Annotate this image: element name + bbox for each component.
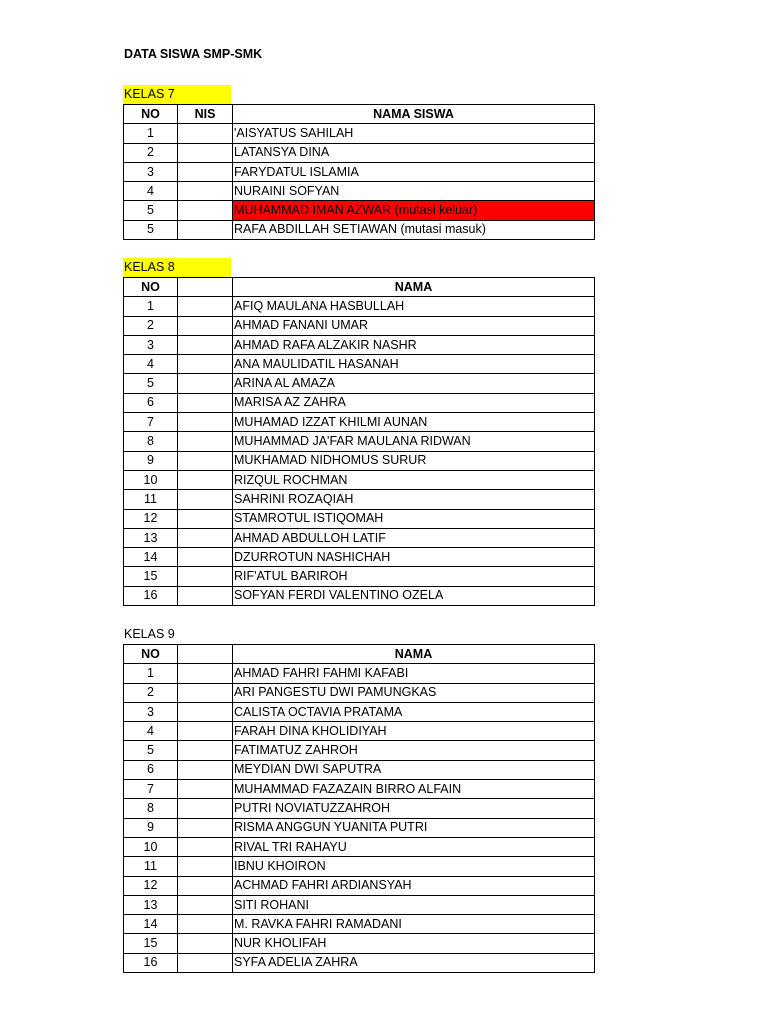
class-label-9: KELAS 9	[124, 627, 175, 641]
table-row	[124, 876, 595, 895]
table-row	[124, 818, 595, 837]
nis-cell	[178, 470, 233, 489]
table-row	[124, 548, 595, 567]
student-name-cell: RISMA ANGGUN YUANITA PUTRI	[233, 818, 595, 837]
student-name-cell: MUHAMMAD JA'FAR MAULANA RIDWAN	[233, 432, 595, 451]
column-header-nis: NIS	[178, 105, 233, 124]
row-number-cell: 2	[124, 683, 178, 702]
column-header-no: NO	[124, 645, 178, 664]
table-row	[124, 586, 595, 605]
student-name-cell: MEYDIAN DWI SAPUTRA	[233, 760, 595, 779]
table-row	[124, 432, 595, 451]
table-row	[124, 857, 595, 876]
student-name-cell: MUHAMMAD IMAN AZWAR (mutasi keluar)	[233, 201, 595, 220]
column-header-no: NO	[124, 278, 178, 297]
nis-cell	[178, 182, 233, 201]
nis-cell	[178, 895, 233, 914]
table-row	[124, 490, 595, 509]
nis-cell	[178, 548, 233, 567]
student-name-cell: IBNU KHOIRON	[233, 857, 595, 876]
row-number-cell: 10	[124, 837, 178, 856]
table-row	[124, 895, 595, 914]
student-name-cell: SYFA ADELIA ZAHRA	[233, 953, 595, 972]
column-header-name: NAMA	[233, 645, 595, 664]
nis-cell	[178, 934, 233, 953]
table-kelas-9	[123, 644, 595, 973]
row-number-cell: 4	[124, 722, 178, 741]
row-number-cell: 16	[124, 953, 178, 972]
student-name-cell: M. RAVKA FAHRI RAMADANI	[233, 915, 595, 934]
nis-cell	[178, 876, 233, 895]
table-row	[124, 220, 595, 239]
row-number-cell: 4	[124, 355, 178, 374]
nis-cell	[178, 297, 233, 316]
row-number-cell: 8	[124, 432, 178, 451]
row-number-cell: 11	[124, 490, 178, 509]
table-row	[124, 162, 595, 181]
nis-cell	[178, 818, 233, 837]
table-row	[124, 355, 595, 374]
table-row	[124, 316, 595, 335]
nis-cell	[178, 162, 233, 181]
table-row	[124, 567, 595, 586]
nis-cell	[178, 201, 233, 220]
student-name-cell: 'AISYATUS SAHILAH	[233, 124, 595, 143]
row-number-cell: 14	[124, 915, 178, 934]
table-row	[124, 702, 595, 721]
table-row	[124, 201, 595, 220]
nis-cell	[178, 567, 233, 586]
row-number-cell: 5	[124, 220, 178, 239]
table-header-row	[124, 278, 595, 297]
table-row	[124, 124, 595, 143]
table-row	[124, 741, 595, 760]
student-name-cell: NURAINI SOFYAN	[233, 182, 595, 201]
table-row	[124, 664, 595, 683]
table-row	[124, 393, 595, 412]
row-number-cell: 5	[124, 201, 178, 220]
nis-cell	[178, 799, 233, 818]
nis-cell	[178, 143, 233, 162]
student-name-cell: STAMROTUL ISTIQOMAH	[233, 509, 595, 528]
table-row	[124, 953, 595, 972]
row-number-cell: 3	[124, 335, 178, 354]
student-name-cell: FARAH DINA KHOLIDIYAH	[233, 722, 595, 741]
page-title: DATA SISWA SMP-SMK	[124, 47, 263, 61]
table-row	[124, 780, 595, 799]
table-row	[124, 335, 595, 354]
student-name-cell: RIF'ATUL BARIROH	[233, 567, 595, 586]
row-number-cell: 14	[124, 548, 178, 567]
table-row	[124, 722, 595, 741]
nis-cell	[178, 837, 233, 856]
table-row	[124, 143, 595, 162]
student-name-cell: FARYDATUL ISLAMIA	[233, 162, 595, 181]
table-header-row	[124, 645, 595, 664]
nis-cell	[178, 857, 233, 876]
table-kelas-8	[123, 277, 595, 606]
table-row	[124, 760, 595, 779]
row-number-cell: 13	[124, 895, 178, 914]
row-number-cell: 1	[124, 124, 178, 143]
row-number-cell: 15	[124, 934, 178, 953]
student-name-cell: PUTRI NOVIATUZZAHROH	[233, 799, 595, 818]
row-number-cell: 10	[124, 470, 178, 489]
table-row	[124, 297, 595, 316]
row-number-cell: 7	[124, 780, 178, 799]
class-label-7: KELAS 7	[123, 85, 231, 104]
row-number-cell: 3	[124, 702, 178, 721]
row-number-cell: 6	[124, 760, 178, 779]
table-row	[124, 915, 595, 934]
table-row	[124, 934, 595, 953]
nis-cell	[178, 413, 233, 432]
class-label-8: KELAS 8	[123, 258, 231, 277]
nis-cell	[178, 683, 233, 702]
row-number-cell: 15	[124, 567, 178, 586]
student-name-cell: AHMAD RAFA ALZAKIR NASHR	[233, 335, 595, 354]
column-header-nis	[178, 645, 233, 664]
nis-cell	[178, 760, 233, 779]
row-number-cell: 12	[124, 509, 178, 528]
column-header-name: NAMA SISWA	[233, 105, 595, 124]
row-number-cell: 11	[124, 857, 178, 876]
nis-cell	[178, 702, 233, 721]
nis-cell	[178, 124, 233, 143]
nis-cell	[178, 374, 233, 393]
table-row	[124, 413, 595, 432]
student-name-cell: DZURROTUN NASHICHAH	[233, 548, 595, 567]
student-name-cell: RAFA ABDILLAH SETIAWAN (mutasi masuk)	[233, 220, 595, 239]
table-row	[124, 837, 595, 856]
table-header-row	[124, 105, 595, 124]
student-name-cell: CALISTA OCTAVIA PRATAMA	[233, 702, 595, 721]
nis-cell	[178, 741, 233, 760]
table-row	[124, 451, 595, 470]
table-row	[124, 374, 595, 393]
student-name-cell: MUHAMAD IZZAT KHILMI AUNAN	[233, 413, 595, 432]
row-number-cell: 3	[124, 162, 178, 181]
nis-cell	[178, 355, 233, 374]
table-body	[124, 297, 595, 606]
row-number-cell: 5	[124, 741, 178, 760]
student-name-cell: ACHMAD FAHRI ARDIANSYAH	[233, 876, 595, 895]
column-header-nis	[178, 278, 233, 297]
nis-cell	[178, 316, 233, 335]
row-number-cell: 12	[124, 876, 178, 895]
nis-cell	[178, 220, 233, 239]
student-name-cell: ARI PANGESTU DWI PAMUNGKAS	[233, 683, 595, 702]
student-name-cell: SAHRINI ROZAQIAH	[233, 490, 595, 509]
column-header-name: NAMA	[233, 278, 595, 297]
student-name-cell: SITI ROHANI	[233, 895, 595, 914]
nis-cell	[178, 915, 233, 934]
student-name-cell: ANA MAULIDATIL HASANAH	[233, 355, 595, 374]
table-row	[124, 509, 595, 528]
student-name-cell: MUHAMMAD FAZAZAIN BIRRO ALFAIN	[233, 780, 595, 799]
student-name-cell: AHMAD FANANI UMAR	[233, 316, 595, 335]
table-row	[124, 799, 595, 818]
nis-cell	[178, 490, 233, 509]
nis-cell	[178, 953, 233, 972]
nis-cell	[178, 722, 233, 741]
table-kelas-7	[123, 104, 595, 240]
nis-cell	[178, 393, 233, 412]
row-number-cell: 6	[124, 393, 178, 412]
nis-cell	[178, 451, 233, 470]
row-number-cell: 4	[124, 182, 178, 201]
nis-cell	[178, 528, 233, 547]
row-number-cell: 1	[124, 297, 178, 316]
table-row	[124, 528, 595, 547]
student-name-cell: NUR KHOLIFAH	[233, 934, 595, 953]
student-name-cell: ARINA AL AMAZA	[233, 374, 595, 393]
table-row	[124, 683, 595, 702]
nis-cell	[178, 780, 233, 799]
table-row	[124, 470, 595, 489]
student-name-cell: RIVAL TRI RAHAYU	[233, 837, 595, 856]
nis-cell	[178, 335, 233, 354]
student-name-cell: AFIQ MAULANA HASBULLAH	[233, 297, 595, 316]
nis-cell	[178, 586, 233, 605]
nis-cell	[178, 509, 233, 528]
nis-cell	[178, 432, 233, 451]
student-name-cell: MUKHAMAD NIDHOMUS SURUR	[233, 451, 595, 470]
row-number-cell: 16	[124, 586, 178, 605]
student-name-cell: RIZQUL ROCHMAN	[233, 470, 595, 489]
student-name-cell: AHMAD ABDULLOH LATIF	[233, 528, 595, 547]
student-name-cell: LATANSYA DINA	[233, 143, 595, 162]
nis-cell	[178, 664, 233, 683]
column-header-no: NO	[124, 105, 178, 124]
table-body	[124, 124, 595, 240]
table-row	[124, 182, 595, 201]
table-body	[124, 664, 595, 973]
row-number-cell: 2	[124, 316, 178, 335]
student-name-cell: SOFYAN FERDI VALENTINO OZELA	[233, 586, 595, 605]
row-number-cell: 1	[124, 664, 178, 683]
row-number-cell: 2	[124, 143, 178, 162]
row-number-cell: 13	[124, 528, 178, 547]
row-number-cell: 9	[124, 818, 178, 837]
row-number-cell: 9	[124, 451, 178, 470]
row-number-cell: 7	[124, 413, 178, 432]
student-name-cell: AHMAD FAHRI FAHMI KAFABI	[233, 664, 595, 683]
row-number-cell: 8	[124, 799, 178, 818]
student-name-cell: MARISA AZ ZAHRA	[233, 393, 595, 412]
row-number-cell: 5	[124, 374, 178, 393]
student-name-cell: FATIMATUZ ZAHROH	[233, 741, 595, 760]
